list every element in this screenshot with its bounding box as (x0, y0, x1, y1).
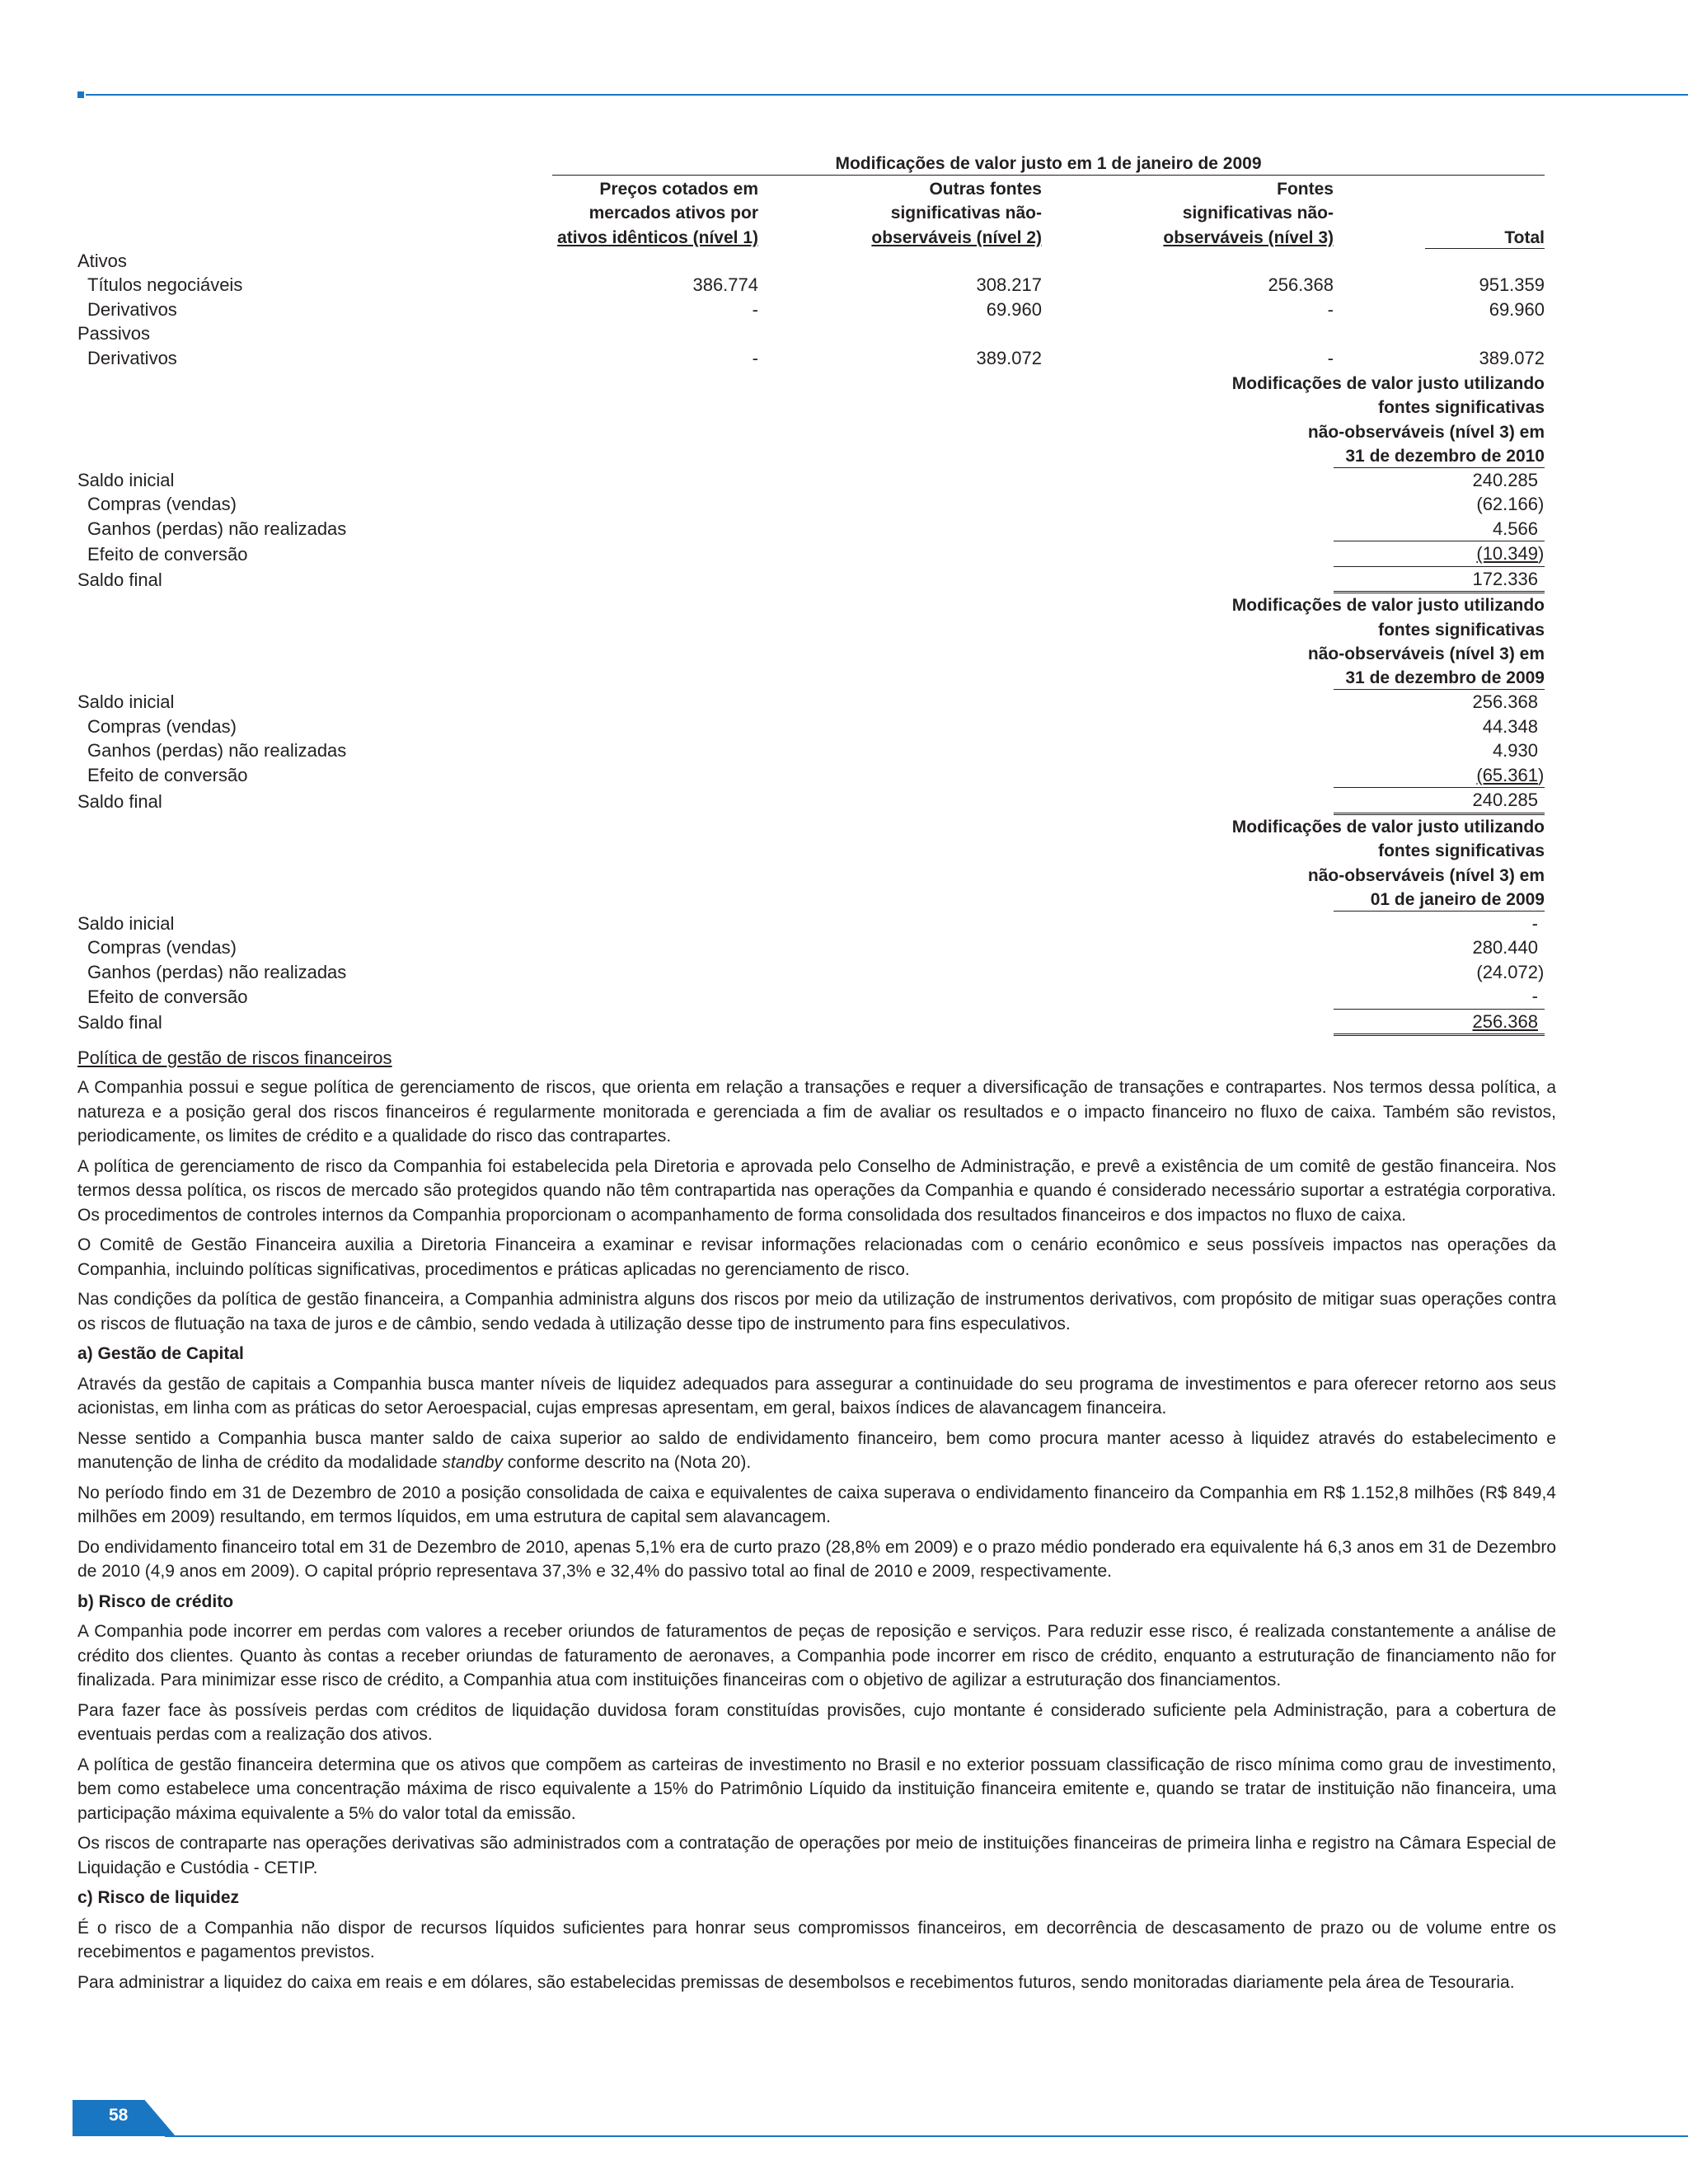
rollforward-header-row (77, 641, 1545, 666)
row-label: Ganhos (perdas) não realizadas (87, 740, 347, 761)
row-label: Efeito de conversão (87, 986, 248, 1007)
page-number: 58 (109, 2106, 129, 2125)
paragraph: Para fazer face às possíveis perdas com créditos de liquidação duvidosa foram constituídas provisões, cujo montante é considerado suficiente pela Administração, para a cobertura de eventuais perdas com a realização dos ativos. (77, 1700, 1556, 1744)
rollforward-header-row (77, 419, 1545, 443)
rollforward-header-row (77, 813, 1545, 838)
table-row (77, 935, 1545, 960)
row-group-label: Passivos (77, 323, 151, 344)
table-row (77, 566, 1545, 593)
rollforward-header-line: Modificações de valor justo utilizando (1231, 596, 1545, 615)
table-row (77, 492, 1545, 517)
cell-value: 44.348 (1482, 715, 1538, 737)
rollforward-header-row (77, 838, 1545, 863)
paragraph: Para administrar a liquidez do caixa em reais e em dólares, são estabelecidas premissas de desembolsos e recebimentos futuros, sendo monitoradas diariamente pela área de Tesouraria. (77, 1972, 1515, 1992)
cell-value: 256.368 (1472, 691, 1538, 712)
table-row (77, 715, 1545, 739)
col2-header-line: significativas não- (890, 204, 1042, 223)
col3-header-line: significativas não- (1182, 204, 1334, 223)
section-heading-capital: a) Gestão de Capital (77, 1344, 244, 1363)
rollforward-header-row (77, 862, 1545, 887)
table-row (77, 788, 1545, 814)
rollforward-header-line: fontes significativas (1378, 620, 1545, 640)
table-row (77, 467, 1545, 492)
cell-value: (10.349) (1334, 541, 1545, 567)
fair-value-table (77, 151, 1545, 1036)
rollforward-header-line: fontes significativas (1378, 398, 1545, 417)
rollforward-header-line: 31 de dezembro de 2010 (1334, 443, 1545, 468)
col2-header-line: Outras fontes (929, 179, 1042, 199)
paragraph: É o risco de a Companhia não dispor de recursos líquidos suficientes para honrar seus compromissos financeiros, em decorrência de descasamento de prazo ou de volume entre os recebimentos e pagamentos previstos. (77, 1918, 1556, 1961)
cell-value: - (1327, 298, 1334, 320)
row-label: Efeito de conversão (87, 543, 248, 565)
table-row (77, 517, 1545, 541)
table-row (77, 690, 1545, 715)
row-label: Derivativos (87, 298, 177, 320)
row-label: Títulos negociáveis (87, 274, 243, 295)
cell-total: 240.285 (1334, 788, 1545, 814)
cell-total: 389.072 (1479, 347, 1545, 368)
cell-value: 256.368 (1268, 274, 1334, 295)
table-row (77, 273, 1545, 298)
cell-value: 4.930 (1492, 740, 1538, 761)
row-label: Saldo inicial (77, 469, 175, 490)
table-super-header-row (77, 151, 1545, 176)
cell-value: 280.440 (1472, 937, 1538, 958)
col2-header-line: observáveis (nível 2) (871, 227, 1042, 247)
row-label: Ganhos (perdas) não realizadas (87, 961, 347, 982)
cell-value: - (1327, 347, 1334, 368)
cell-value: - (752, 298, 758, 320)
paragraph: Através da gestão de capitais a Companhia busca manter níveis de liquidez adequados para assegurar a continuidade do seu programa de investimentos e para oferecer retorno aos seus acionistas, em linha com as práticas do setor Aeroespacial, cujas empresas apresentam, em geral, baixos índices de alavancagem financeira. (77, 1374, 1556, 1418)
cell-value: (24.072) (1476, 961, 1545, 982)
paragraph: Nesse sentido a Companhia busca manter saldo de caixa superior ao saldo de endividamento financeiro, bem como procura manter acesso à liquidez através do estabelecimento e manutenção de linha de crédito da modalidade standby conforme descrito na (Nota 20). (77, 1428, 1556, 1472)
col3-header-line: Fontes (1277, 179, 1334, 199)
row-label: Compras (vendas) (87, 715, 237, 737)
cell-total: 256.368 (1334, 1009, 1545, 1035)
table-row (77, 738, 1545, 763)
rollforward-header-line: não-observáveis (nível 3) em (1307, 422, 1545, 442)
paragraph: Nas condições da política de gestão financeira, a Companhia administra alguns dos riscos por meio da utilização de instrumentos derivativos, com propósito de mitigar suas operações contra os riscos de flutuação na taxa de juros e de câmbio, sendo vedada à utilização desse tipo de instrumento para fins especulativos. (77, 1290, 1556, 1333)
rollforward-header-line: 01 de janeiro de 2009 (1334, 887, 1545, 912)
table-row (77, 298, 1545, 322)
table-row (77, 984, 1545, 1009)
cell-value: 308.217 (976, 274, 1042, 295)
cell-total: 69.960 (1489, 298, 1545, 320)
rollforward-header-row (77, 593, 1545, 617)
table-header-row (77, 176, 1545, 200)
section-heading-liquidity-risk: c) Risco de liquidez (77, 1888, 240, 1907)
rollforward-header-line: fontes significativas (1378, 841, 1545, 860)
paragraph: Do endividamento financeiro total em 31 de Dezembro de 2010, apenas 5,1% era de curto prazo (28,8% em 2009) e o prazo médio ponderado era equivalente há 6,3 anos em 31 de Dezembro de 2010 (4,9 anos em 2009). O capital próprio representava 37,3% e 32,4% do passivo total ao final de 2010 e 2009, respectivamente. (77, 1537, 1556, 1581)
paragraph: A política de gestão financeira determina que os ativos que compõem as carteiras de investimento no Brasil e no exterior possuam classificação de risco mínima como grau de investimento, bem como estabelece uma concentração máxima de risco equivalente a 15% do Patrimônio Líquido da instituição financeira emitente e, quando se tratar de instituição não financeira, uma participação máxima equivalente a 5% do valor total da emissão. (77, 1755, 1556, 1823)
row-label: Saldo inicial (77, 691, 175, 712)
rollforward-header-line: Modificações de valor justo utilizando (1231, 373, 1545, 393)
row-label: Ganhos (perdas) não realizadas (87, 518, 347, 539)
cell-value: - (1334, 984, 1545, 1009)
table-header-row (77, 200, 1545, 225)
cell-total: 172.336 (1334, 566, 1545, 593)
footer-rule (165, 2135, 1688, 2137)
row-label: Compras (vendas) (87, 937, 237, 958)
table-row (77, 960, 1545, 985)
paragraph: No período findo em 31 de Dezembro de 2010 a posição consolidada de caixa e equivalentes de caixa superava o endividamento financeiro da Companhia em R$ 1.152,8 milhões (R$ 849,4 milhões em 2009) resultando, em termos líquidos, em uma estrutura de capital sem alavancagem. (77, 1483, 1556, 1526)
cell-value: 389.072 (976, 347, 1042, 368)
paragraph: O Comitê de Gestão Financeira auxilia a Diretoria Financeira a examinar e revisar informações relacionadas com o cenário econômico e seus possíveis impactos nas operações da Companhia, incluindo políticas significativas, procedimentos e práticas aplicadas no gerenciamento de risco. (77, 1235, 1556, 1279)
table-row (77, 541, 1545, 567)
table-row (77, 321, 1545, 346)
row-label: Saldo final (77, 790, 162, 812)
cell-value: (62.166) (1476, 494, 1545, 514)
rollforward-header-row (77, 665, 1545, 690)
table-header-row (77, 224, 1545, 249)
cell-value: 386.774 (692, 274, 758, 295)
table-row (77, 249, 1545, 274)
cell-value: 69.960 (986, 298, 1042, 320)
col3-header-line: observáveis (nível 3) (1163, 227, 1334, 247)
cell-value: - (1531, 912, 1538, 934)
rollforward-header-line: não-observáveis (nível 3) em (1307, 865, 1545, 885)
rollforward-header-line: 31 de dezembro de 2009 (1334, 665, 1545, 690)
cell-value: 4.566 (1492, 518, 1538, 539)
page-content (77, 151, 1556, 2000)
header-rule-dot (77, 91, 84, 98)
col1-header-line: ativos idênticos (nível 1) (557, 227, 758, 247)
row-label: Efeito de conversão (87, 765, 248, 785)
paragraph: A Companhia pode incorrer em perdas com valores a receber oriundos de faturamentos de peças de reposição e serviços. Para reduzir esse risco, é realizada constantemente a análise de crédito dos clientes. Quanto às contas a receber oriundas de faturamento de aeronaves, a Companhia pode incorrer em risco de crédito, enquanto a estruturação de financiamento não for finalizada. Para minimizar esse risco de crédito, a Companhia atua com instituições financeiras com o objetivo de agilizar a estruturação dos financiamentos. (77, 1622, 1556, 1690)
col1-header-line: Preços cotados em (599, 179, 758, 199)
table-super-header: Modificações de valor justo em 1 de janeiro de 2009 (552, 151, 1545, 176)
table-row (77, 1009, 1545, 1035)
row-label: Derivativos (87, 347, 177, 368)
row-label: Saldo inicial (77, 912, 175, 934)
rollforward-header-row (77, 395, 1545, 419)
row-group-label: Ativos (77, 250, 127, 271)
policy-section-title: Política de gestão de riscos financeiros (77, 1047, 392, 1068)
table-row (77, 911, 1545, 935)
paragraph: A Companhia possui e segue política de gerenciamento de riscos, que orienta em relação a transações e requer a diversificação de transações e contrapartes. Nos termos dessa política, a natureza e a posição geral dos riscos financeiros é regularmente monitorada e gerenciada a fim de avaliar os resultados e o impacto financeiro no fluxo de caixa. Também são revistos, periodicamente, os limites de crédito e a qualidade do risco das contrapartes. (77, 1078, 1556, 1146)
table-row (77, 346, 1545, 371)
row-label: Saldo final (77, 569, 162, 590)
rollforward-header-row (77, 887, 1545, 912)
col1-header-line: mercados ativos por (588, 204, 758, 223)
row-label: Compras (vendas) (87, 494, 237, 514)
cell-value: (65.361) (1334, 763, 1545, 788)
header-rule (86, 94, 1688, 96)
cell-value: - (752, 347, 758, 368)
rollforward-header-row (77, 370, 1545, 395)
paragraph: Os riscos de contraparte nas operações derivativas são administrados com a contratação de operações por meio de instituições financeiras de primeira linha e registro na Câmara Especial de Liquidação e Custódia - CETIP. (77, 1834, 1556, 1877)
rollforward-header-line: não-observáveis (nível 3) em (1307, 644, 1545, 663)
row-label: Saldo final (77, 1012, 162, 1033)
rollforward-header-row (77, 443, 1545, 468)
rollforward-header-line: Modificações de valor justo utilizando (1231, 817, 1545, 837)
total-header: Total (1425, 228, 1545, 249)
cell-value: 240.285 (1472, 469, 1538, 490)
section-heading-credit-risk: b) Risco de crédito (77, 1591, 234, 1611)
paragraph: A política de gerenciamento de risco da Companhia foi estabelecida pela Diretoria e aprovada pelo Conselho de Administração, e prevê a existência de um comitê de gestão financeira. Nos termos dessa política, os riscos de mercado são protegidos quando não têm contrapartida nas operações da Companhia e quando é considerado necessário suportar a estratégia corporativa. Os procedimentos de controles internos da Companhia proporcionam o acompanhamento de forma consolidada dos resultados financeiros e dos impactos no fluxo de caixa. (77, 1156, 1556, 1225)
cell-total: 951.359 (1479, 274, 1545, 295)
table-row (77, 763, 1545, 788)
rollforward-header-row (77, 616, 1545, 641)
